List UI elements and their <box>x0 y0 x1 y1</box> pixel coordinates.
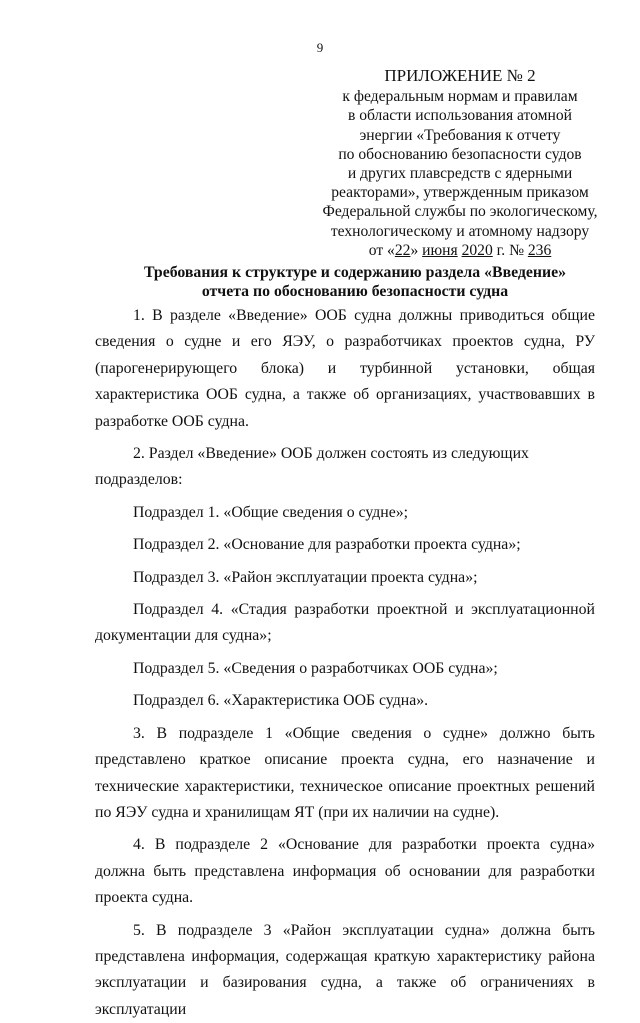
section-heading <box>95 263 615 301</box>
appendix-line: и других плавсредств с ядерными <box>347 165 573 183</box>
document-body <box>95 303 595 1023</box>
appendix-line: энергии «Требования к отчету <box>359 126 561 144</box>
order-sep: » <box>410 241 423 259</box>
subsection-3: Подраздел 3. «Район эксплуатации проекта судна»; <box>133 568 478 586</box>
order-number: 236 <box>527 241 552 259</box>
subsection-2: Подраздел 2. «Основание для разработки проекта судна»; <box>133 536 521 554</box>
order-day: 22 <box>394 241 411 259</box>
paragraph-3: 3. В подразделе 1 «Общие сведения о судне» должно быть представлено краткое описание проекта судна, его назначение и технические характеристики, техническое описание проектных решений по ЯЭУ судна и хранилищам ЯТ (при их наличии на судне). <box>95 724 595 821</box>
heading-line: отчета по обоснованию безопасности судна <box>201 283 509 300</box>
appendix-line: в области использования атомной <box>347 107 573 125</box>
subsection-6: Подраздел 6. «Характеристика ООБ судна». <box>133 692 429 710</box>
paragraph-5: 5. В подразделе 3 «Район эксплуатации судна» должна быть представлена информация, содержащая краткую характеристику района эксплуатации и базирования судна, а также об ограничениях в эксплуатации <box>95 921 595 1018</box>
appendix-line: реакторами», утвержденным приказом <box>331 184 589 202</box>
paragraph-2: 2. Раздел «Введение» ООБ должен состоять из следующих подразделов: <box>95 445 529 489</box>
order-year: 2020 <box>461 241 493 259</box>
order-reference <box>300 241 620 260</box>
appendix-line: Федеральной службы по экологическому, <box>322 203 598 221</box>
appendix-block <box>300 66 620 260</box>
subsection-5: Подраздел 5. «Сведения о разработчиках ООБ судна»; <box>133 659 498 677</box>
subsection-1: Подраздел 1. «Общие сведения о судне»; <box>133 503 409 521</box>
order-month: июня <box>422 241 458 259</box>
paragraph-4: 4. В подразделе 2 «Основание для разработки проекта судна» должна быть представлена информация об основании для разработки проекта судна. <box>95 836 595 907</box>
paragraph-1: 1. В разделе «Введение» ООБ судна должны приводиться общие сведения о судне и его ЯЭУ, о разработчиках проектов судна, РУ (парогенерирующего блока) и турбинной установки, общая характеристика ООБ судна, а также об организациях, участвовавших в разработке ООБ судна. <box>95 307 595 430</box>
order-sep: г. № <box>492 241 528 259</box>
page-number: 9 <box>316 40 324 55</box>
appendix-line: к федеральным нормам и правилам <box>342 88 578 106</box>
order-prefix: от « <box>368 241 395 259</box>
heading-line: Требования к структуре и содержанию раздела «Введение» <box>143 264 567 281</box>
subsection-4: Подраздел 4. «Стадия разработки проектной и эксплуатационной документации для судна»; <box>95 601 595 645</box>
appendix-line: по обоснованию безопасности судов <box>338 145 582 163</box>
appendix-title: ПРИЛОЖЕНИЕ № 2 <box>384 66 536 85</box>
appendix-line: технологическому и атомному надзору <box>330 222 590 240</box>
